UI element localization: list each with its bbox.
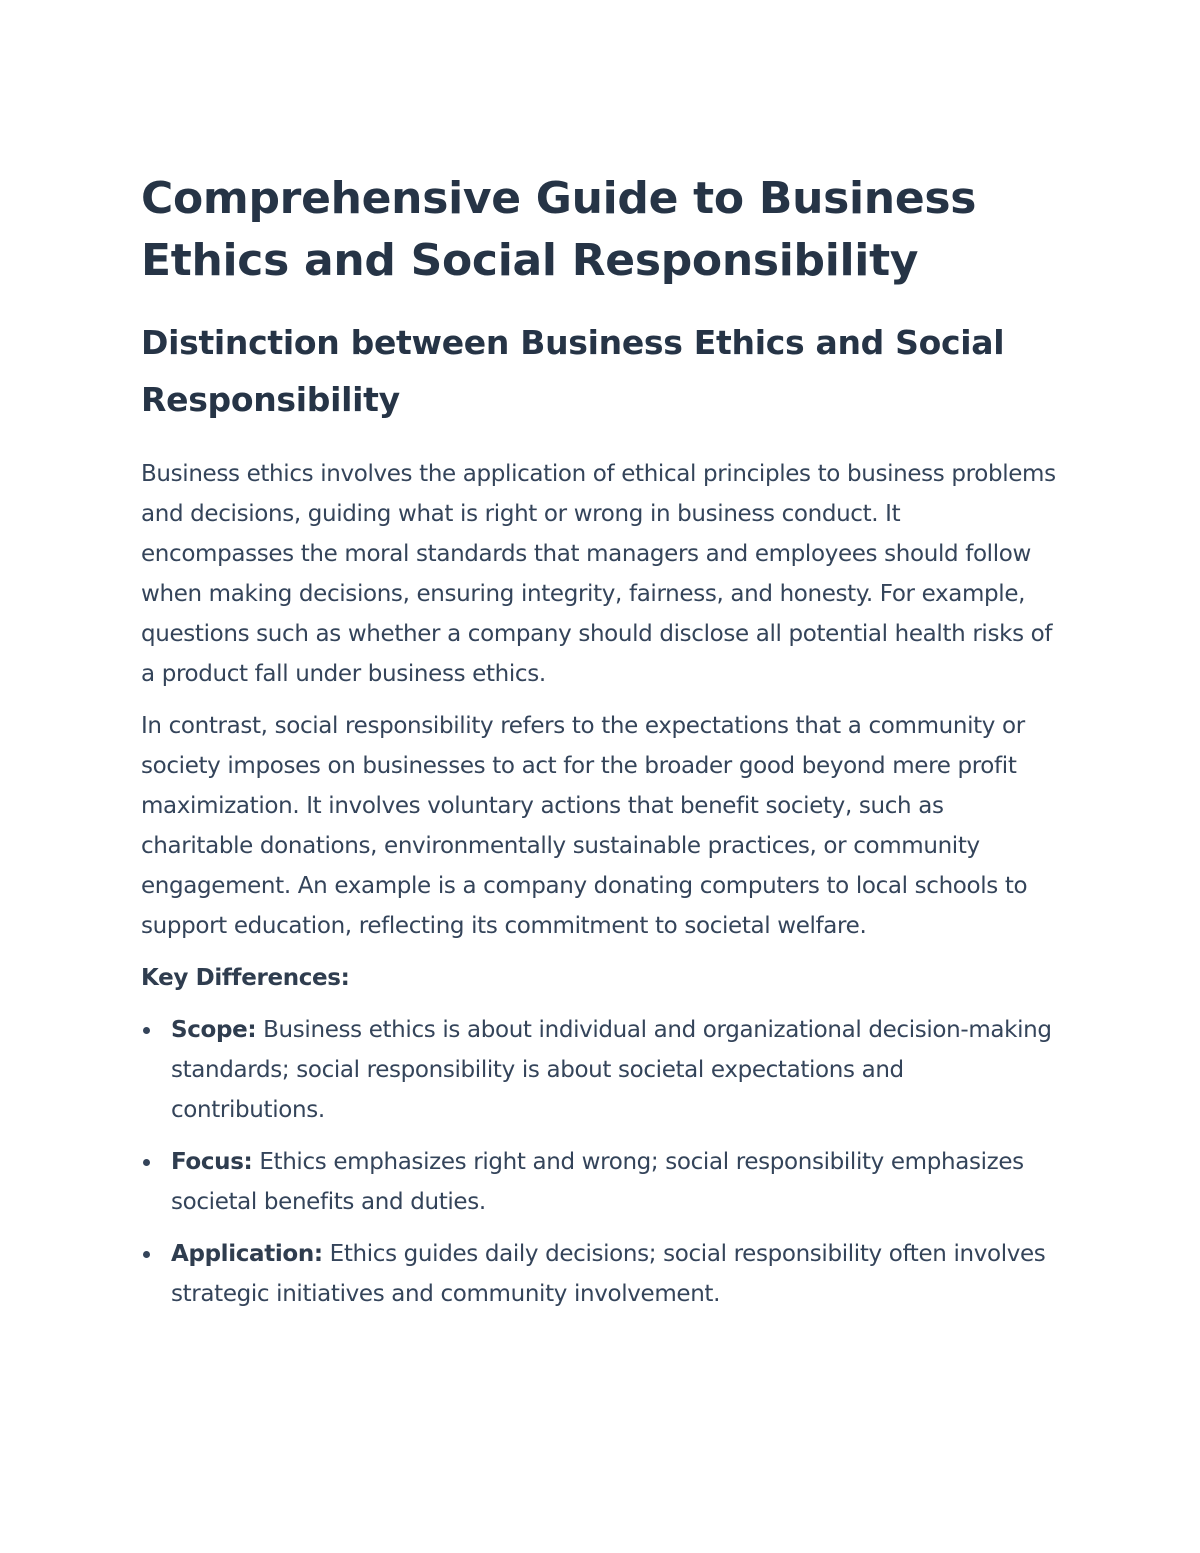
list-item-focus (141, 1142, 1056, 1222)
list-item-scope (141, 1010, 1056, 1130)
list-item-term: Focus: (171, 1149, 253, 1175)
key-differences-heading: Key Differences: (141, 965, 350, 991)
paragraph-social-responsibility: In contrast, social responsibility refers to the expectations that a community or society imposes on businesses to act for the broader good beyond mere profit maximization. It involves voluntary actions that benefit society, such as charitable donations, environmentally sustainable practices, or community engagement. An example is a company donating computers to local schools to support education, reflecting its commitment to societal welfare. (141, 713, 1028, 939)
paragraph-business-ethics: Business ethics involves the application of ethical principles to business problems and decisions, guiding what is right or wrong in business conduct. It encompasses the moral standards that managers and employees should follow when making decisions, ensuring integrity, fairness, and honesty. For example, questions such as whether a company should disclose all potential health risks of a product fall under business ethics. (141, 461, 1056, 687)
bullet-icon (143, 1159, 150, 1166)
bullet-icon (143, 1027, 150, 1034)
document-title: Comprehensive Guide to Business Ethics and Social Responsibility (141, 173, 977, 286)
key-differences-list (141, 1010, 1056, 1314)
bullet-icon (143, 1251, 150, 1258)
section-heading: Distinction between Business Ethics and Social Responsibility (141, 323, 1005, 419)
list-item-term: Scope: (171, 1017, 257, 1043)
list-item-term: Application: (171, 1241, 323, 1267)
list-item-text: Ethics emphasizes right and wrong; social responsibility emphasizes societal benefits and duties. (171, 1149, 1024, 1215)
document-page (141, 168, 1056, 1326)
list-item-text: Business ethics is about individual and organizational decision-making standards; social responsibility is about societal expectations and contributions. (171, 1017, 1052, 1123)
list-item-application (141, 1234, 1056, 1314)
list-item-text: Ethics guides daily decisions; social responsibility often involves strategic initiatives and community involvement. (171, 1241, 1046, 1307)
